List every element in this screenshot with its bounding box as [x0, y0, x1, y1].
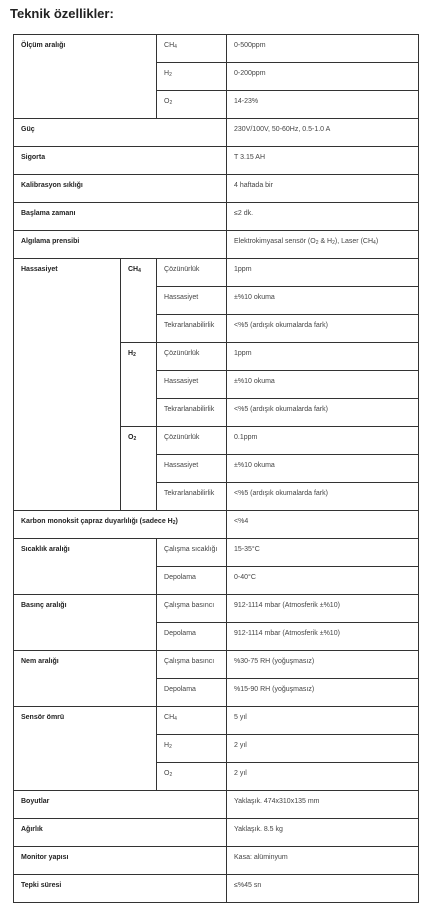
param-cell: Çalışma basıncı [157, 651, 227, 679]
row-label: Tepki süresi [14, 875, 227, 903]
table-row [14, 651, 419, 679]
value-cell: 1ppm [227, 343, 419, 371]
value-cell: ≤2 dk. [227, 203, 419, 231]
table-row [14, 819, 419, 847]
table-row [14, 147, 419, 175]
param-cell: Tekrarlanabilirlik [157, 315, 227, 343]
value-cell: 15-35°C [227, 539, 419, 567]
gas-cell: $CH_4$ [157, 35, 227, 63]
value-cell: %15-90 RH (yoğuşmasız) [227, 679, 419, 707]
param-cell: Çalışma sıcaklığı [157, 539, 227, 567]
row-label: Algılama prensibi [14, 231, 227, 259]
value-cell: 0-200ppm [227, 63, 419, 91]
gas-cell: $H_2$ [157, 735, 227, 763]
param-cell: Depolama [157, 567, 227, 595]
row-label: Hassasiyet [14, 259, 121, 511]
row-label: Sensör ömrü [14, 707, 157, 791]
spec-table [13, 34, 419, 903]
table-row [14, 175, 419, 203]
value-cell: 912-1114 mbar (Atmosferik ±%10) [227, 595, 419, 623]
value-cell: Kasa: alüminyum [227, 847, 419, 875]
param-cell: Depolama [157, 623, 227, 651]
value-cell: Yaklaşık. 474x310x135 mm [227, 791, 419, 819]
value-cell: ±%10 okuma [227, 287, 419, 315]
value-cell: 2 yıl [227, 763, 419, 791]
table-row [14, 203, 419, 231]
value-cell: <%4 [227, 511, 419, 539]
gas-cell: $CH_4$ [157, 707, 227, 735]
table-row [14, 791, 419, 819]
value-cell: 4 haftada bir [227, 175, 419, 203]
value-cell: <%5 (ardışık okumalarda fark) [227, 483, 419, 511]
table-row [14, 847, 419, 875]
param-cell: Hassasiyet [157, 371, 227, 399]
value-cell: ±%10 okuma [227, 455, 419, 483]
value-cell: 1ppm [227, 259, 419, 287]
param-cell: Çalışma basıncı [157, 595, 227, 623]
value-cell: 0-500ppm [227, 35, 419, 63]
table-row [14, 35, 419, 63]
value-cell: 230V/100V, 50-60Hz, 0.5-1.0 A [227, 119, 419, 147]
value-cell: 2 yıl [227, 735, 419, 763]
row-label: Basınç aralığı [14, 595, 157, 651]
param-cell: Hassasiyet [157, 287, 227, 315]
row-label: Karbon monoksit çapraz duyarlılığı (sadece $H_2$) [14, 511, 227, 539]
row-label: Sıcaklık aralığı [14, 539, 157, 595]
row-label: Güç [14, 119, 227, 147]
value-cell: Yaklaşık. 8.5 kg [227, 819, 419, 847]
value-cell: Elektrokimyasal sensör ($O_2$ & $H_2$), Laser $(CH_4)$ [227, 231, 419, 259]
param-cell: Çözünürlük [157, 259, 227, 287]
row-label: Nem aralığı [14, 651, 157, 707]
value-cell: 0-40°C [227, 567, 419, 595]
value-cell: ≤%45 sn [227, 875, 419, 903]
row-label: Boyutlar [14, 791, 227, 819]
value-cell: %30-75 RH (yoğuşmasız) [227, 651, 419, 679]
value-cell: <%5 (ardışık okumalarda fark) [227, 399, 419, 427]
param-cell: Tekrarlanabilirlik [157, 399, 227, 427]
value-cell: 14-23% [227, 91, 419, 119]
value-cell: T 3.15 AH [227, 147, 419, 175]
table-row [14, 595, 419, 623]
row-label: Başlama zamanı [14, 203, 227, 231]
gas-cell: $H_2$ [157, 63, 227, 91]
row-label: Monitor yapısı [14, 847, 227, 875]
row-label: Ölçüm aralığı [14, 35, 157, 119]
param-cell: Hassasiyet [157, 455, 227, 483]
gas-group-label: $H_2$ [121, 343, 157, 427]
table-row [14, 511, 419, 539]
value-cell: 0.1ppm [227, 427, 419, 455]
table-row [14, 259, 419, 287]
table-row [14, 119, 419, 147]
row-label: Ağırlık [14, 819, 227, 847]
row-label: Sigorta [14, 147, 227, 175]
page-title: Teknik özellikler: [10, 6, 114, 21]
table-row [14, 539, 419, 567]
param-cell: Depolama [157, 679, 227, 707]
gas-cell: $O_2$ [157, 763, 227, 791]
gas-group-label: $O_2$ [121, 427, 157, 511]
row-label: Kalibrasyon sıklığı [14, 175, 227, 203]
value-cell: 5 yıl [227, 707, 419, 735]
table-row [14, 875, 419, 903]
table-row [14, 231, 419, 259]
value-cell: <%5 (ardışık okumalarda fark) [227, 315, 419, 343]
table-row [14, 707, 419, 735]
gas-cell: $O_2$ [157, 91, 227, 119]
value-cell: 912-1114 mbar (Atmosferik ±%10) [227, 623, 419, 651]
param-cell: Çözünürlük [157, 427, 227, 455]
gas-group-label: $CH_4$ [121, 259, 157, 343]
param-cell: Çözünürlük [157, 343, 227, 371]
value-cell: ±%10 okuma [227, 371, 419, 399]
param-cell: Tekrarlanabilirlik [157, 483, 227, 511]
